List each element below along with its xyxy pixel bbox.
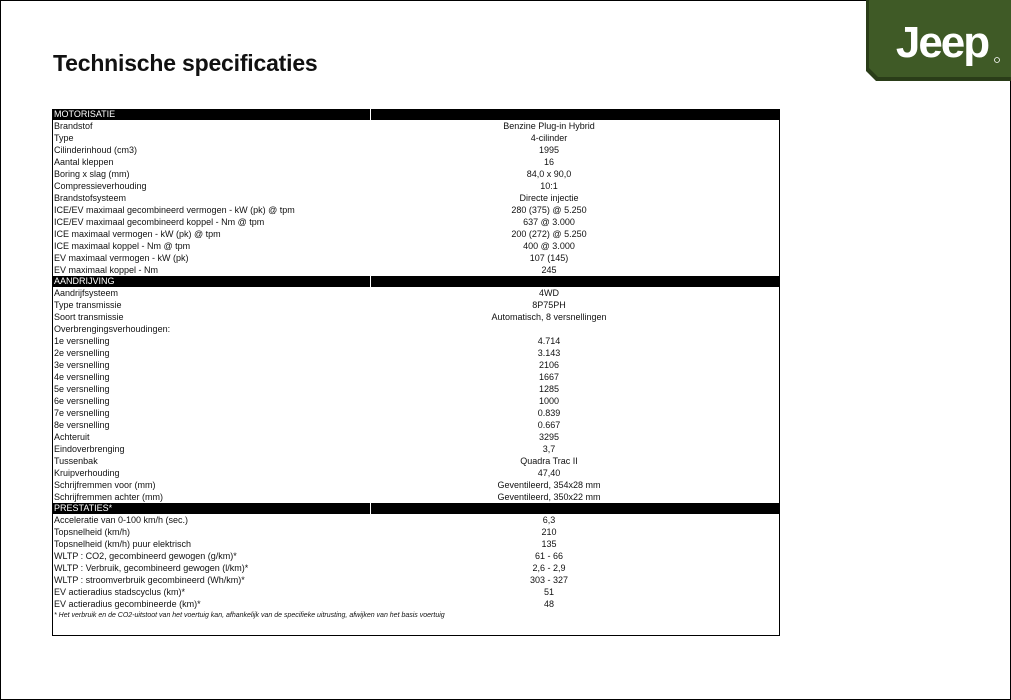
spec-row (53, 419, 779, 431)
spec-label: Schrijfremmen achter (mm) (54, 492, 164, 502)
spec-row (53, 228, 779, 240)
spec-row (53, 192, 779, 204)
spec-row (53, 168, 779, 180)
spec-label: Kruipverhouding (54, 468, 120, 478)
spec-row (53, 455, 779, 467)
spec-row (53, 431, 779, 443)
spec-value: 1000 (538, 396, 560, 406)
spec-row (53, 180, 779, 192)
spec-value: 51 (543, 587, 554, 597)
section-header (53, 109, 779, 120)
spec-row (53, 264, 779, 276)
spec-row (53, 383, 779, 395)
spec-row (53, 514, 779, 526)
spec-row (53, 347, 779, 359)
spec-row (53, 371, 779, 383)
section-header-label: MOTORISATIE (54, 109, 371, 120)
spec-row (53, 538, 779, 550)
spec-row (53, 299, 779, 311)
spec-label: Tussenbak (54, 456, 98, 466)
spec-value: 107 (145) (529, 253, 569, 263)
spec-label: Schrijfremmen voor (mm) (54, 480, 156, 490)
spec-label: Aandrijfsysteem (54, 288, 119, 298)
spec-value: 47,40 (537, 468, 561, 478)
spec-value: 61 - 66 (534, 551, 564, 561)
spec-value: 0.839 (537, 408, 561, 418)
spec-value: 3295 (538, 432, 560, 442)
spec-row (53, 204, 779, 216)
spec-label: 3e versnelling (54, 360, 110, 370)
spec-row (53, 240, 779, 252)
spec-label: 7e versnelling (54, 408, 110, 418)
spec-value: Geventileerd, 350x22 mm (497, 492, 601, 502)
section-header-label: AANDRIJVING (54, 276, 371, 287)
spec-value: 135 (541, 539, 557, 549)
spec-value: 280 (375) @ 5.250 (511, 205, 587, 215)
spec-label: Type (54, 133, 74, 143)
spec-row (53, 467, 779, 479)
spec-row (53, 335, 779, 347)
spec-label: ICE/EV maximaal gecombineerd koppel - Nm @ tpm (54, 217, 265, 227)
spec-value: Directe injectie (519, 193, 579, 203)
spec-value: Geventileerd, 354x28 mm (497, 480, 601, 490)
spec-value: 1667 (538, 372, 560, 382)
spec-value: 0.667 (537, 420, 561, 430)
spec-label: WLTP : Verbruik, gecombineerd gewogen (l/km)* (54, 563, 249, 573)
spec-label: EV maximaal vermogen - kW (pk) (54, 253, 189, 263)
spec-label: Boring x slag (mm) (54, 169, 130, 179)
spec-label: EV actieradius gecombineerde (km)* (54, 599, 201, 609)
spec-row (53, 443, 779, 455)
spec-label: Eindoverbrenging (54, 444, 125, 454)
spec-value: 6,3 (542, 515, 556, 525)
table-bottom-spacer (53, 622, 779, 635)
spec-label: Cilinderinhoud (cm3) (54, 145, 138, 155)
spec-value: 4.714 (537, 336, 561, 346)
spec-value: Benzine Plug-in Hybrid (503, 121, 595, 131)
spec-value: 10:1 (540, 181, 558, 191)
section-header (53, 503, 779, 514)
spec-label: 2e versnelling (54, 348, 110, 358)
spec-row (53, 311, 779, 323)
spec-row (53, 287, 779, 299)
spec-label: 1e versnelling (54, 336, 110, 346)
spec-row (53, 550, 779, 562)
spec-row (53, 479, 779, 491)
section-header-label: PRESTATIES* (54, 503, 371, 514)
spec-row (53, 120, 779, 132)
spec-label: ICE/EV maximaal gecombineerd vermogen - kW (pk) @ tpm (54, 205, 295, 215)
spec-row (53, 156, 779, 168)
spec-row (53, 323, 779, 335)
spec-value: 200 (272) @ 5.250 (511, 229, 587, 239)
spec-value: 2106 (538, 360, 560, 370)
spec-row (53, 574, 779, 586)
section-header (53, 276, 779, 287)
spec-value: 84,0 x 90,0 (526, 169, 572, 179)
spec-label: Type transmissie (54, 300, 122, 310)
spec-label: Overbrengingsverhoudingen: (54, 324, 171, 334)
spec-row (53, 216, 779, 228)
spec-row (53, 252, 779, 264)
spec-row (53, 144, 779, 156)
spec-row (53, 562, 779, 574)
spec-value: 1285 (538, 384, 560, 394)
spec-label: 5e versnelling (54, 384, 110, 394)
spec-value (369, 323, 729, 335)
spec-row (53, 395, 779, 407)
spec-row (53, 491, 779, 503)
spec-value: 4WD (539, 288, 559, 298)
spec-value: Automatisch, 8 versnellingen (491, 312, 607, 322)
spec-row (53, 132, 779, 144)
spec-value: 48 (543, 599, 554, 609)
spec-row (53, 586, 779, 598)
spec-row (53, 407, 779, 419)
spec-label: 8e versnelling (54, 420, 110, 430)
footnote: * Het verbruik en de CO2-uitstoot van het voertuig kan, afhankelijk van de specifieke uitrusting, afwijken van het basis voertuig (54, 612, 445, 619)
spec-value: 1995 (538, 145, 560, 155)
spec-label: WLTP : stroomverbruik gecombineerd (Wh/km)* (54, 575, 245, 585)
spec-label: Compressieverhouding (54, 181, 147, 191)
spec-value: 245 (541, 265, 557, 275)
spec-value: Quadra Trac II (520, 456, 578, 466)
spec-row (53, 359, 779, 371)
spec-value: 303 - 327 (529, 575, 569, 585)
spec-label: Topsnelheid (km/h) puur elektrisch (54, 539, 192, 549)
spec-value: 400 @ 3.000 (523, 241, 575, 251)
spec-value: 210 (541, 527, 557, 537)
spec-value: 2,6 - 2,9 (532, 563, 566, 573)
spec-label: EV actieradius stadscyclus (km)* (54, 587, 186, 597)
jeep-logo (866, 0, 1011, 81)
spec-value: 637 @ 3.000 (523, 217, 575, 227)
spec-row (53, 598, 779, 610)
spec-value: 3.143 (537, 348, 561, 358)
spec-value: 16 (543, 157, 554, 167)
spec-value: 3,7 (542, 444, 556, 454)
logo-text: Jeep (895, 18, 989, 67)
spec-label: ICE maximaal koppel - Nm @ tpm (54, 241, 191, 251)
spec-label: WLTP : CO2, gecombineerd gewogen (g/km)* (54, 551, 237, 561)
spec-value: 4-cilinder (530, 133, 568, 143)
spec-label: Aantal kleppen (54, 157, 114, 167)
spec-label: Soort transmissie (54, 312, 124, 322)
spec-label: Brandstofsysteem (54, 193, 127, 203)
spec-label: Topsnelheid (km/h) (54, 527, 131, 537)
spec-label: EV maximaal koppel - Nm (54, 265, 159, 275)
spec-value: 8P75PH (532, 300, 566, 310)
spec-label: Brandstof (54, 121, 93, 131)
spec-label: 6e versnelling (54, 396, 110, 406)
spec-label: ICE maximaal vermogen - kW (pk) @ tpm (54, 229, 221, 239)
spec-table (52, 109, 780, 636)
spec-label: 4e versnelling (54, 372, 110, 382)
spec-label: Acceleratie van 0-100 km/h (sec.) (54, 515, 189, 525)
spec-row (53, 526, 779, 538)
page-title: Technische specificaties (53, 50, 318, 76)
spec-label: Achteruit (54, 432, 90, 442)
